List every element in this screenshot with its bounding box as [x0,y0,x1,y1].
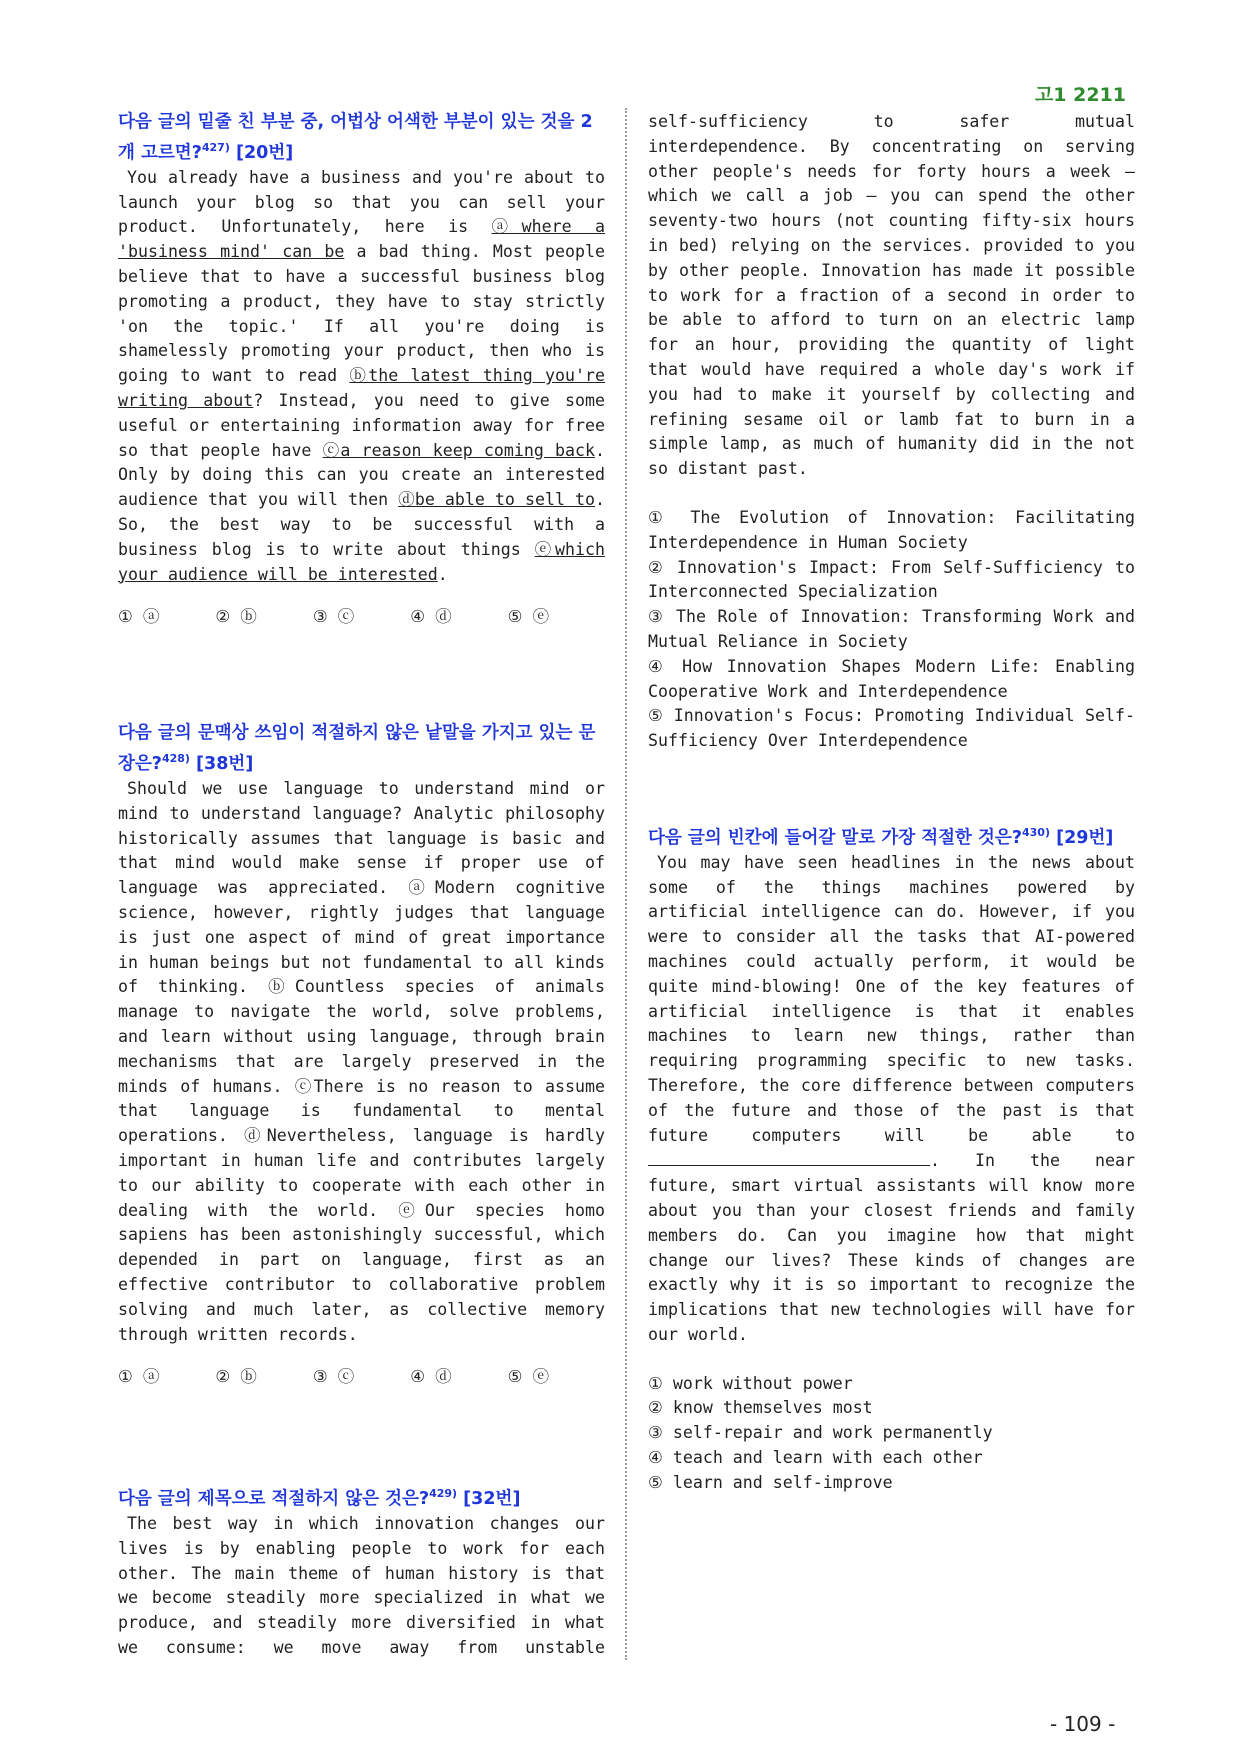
passage-text: . Only by doing this can you create an interested audience that you will then [118,440,605,510]
underlined-c: ⓒa reason keep coming back [322,440,595,460]
answer-blank [648,1148,930,1166]
option-1[interactable]: ① work without power [648,1373,853,1393]
question-427 [118,110,605,630]
question-passage [118,1512,605,1661]
heading-text: 다음 글의 빈칸에 들어갈 말로 가장 적절한 것은? [648,827,1022,848]
option-1[interactable]: ① The Evolution of Innovation: Facilitating Interdependence in Human Society [648,507,1135,552]
question-passage [118,166,605,588]
passage-text: Should we use language to understand mind or mind to understand language? Analytic philosophy historically assumes that language is basic and that mind would make sense if proper use of language was appreciated. ⓐModern cognitive science, however, rightly judges that language is just one aspect of mind of great importance in human beings but not fundamental to all kinds of thinking. ⓑCountless species of animals manage to navigate the world, solve problems, and learn without using language, through brain mechanisms that are largely preserved in the minds of humans. ⓒThere is no reason to assume that language is fundamental to mental operations. ⓓNevertheless, language is hardly important in human life and contributes largely to our ability to cooperate with each other in dealing with the world. ⓔOur species homo sapiens has been astonishingly successful, which depended in part on language, first as an effective contributor to collaborative problem solving and much later, as collective memory through written records. [118,779,605,1344]
question-tag: [32번] [457,1488,521,1509]
underlined-a: ⓐwhere a 'business mind' can be [118,217,605,262]
question-430 [648,820,1135,1496]
right-column [648,110,1135,1496]
answer-options [648,506,1135,754]
heading-text: 다음 글의 밑줄 친 부분 중, 어법상 어색한 부분이 있는 것을 2개 고르면? [118,112,593,163]
passage-text: . So, the best way to be successful with a business blog is to write about things [118,490,605,559]
heading-text: 다음 글의 제목으로 적절하지 않은 것은? [118,1488,430,1509]
option-2[interactable]: ② know themselves most [648,1398,873,1418]
footnote-number: 430) [1022,825,1050,839]
passage-text: . In the near future, smart virtual assistants will know more about you than your closest friends and family members do. Can you imagine how that might change our lives? These kinds of changes are exactly why it is so important to recognize the implications that new technologies will have for our world. [648,1151,1135,1344]
answer-options [118,1365,605,1390]
option-5[interactable]: ⑤ ⓔ [507,607,550,627]
passage-text: ? Instead, you need to give some useful or entertaining information away for free so that people have [118,391,605,460]
passage-text: self-sufficiency to safer mutual interdependence. By concentrating on serving other people's needs for forty hours a week — which we call a job — you can spend the other seventy-two hours (not counting fifty-six hours in bed) relying on the services. provided to you by other people. Innovation has made it possible to work for a fraction of a second in order to be able to afford to turn on an electric lamp for an hour, providing the quantity of light that would have required a whole day's work if you had to make it yourself by collecting and refining sesame oil or lamb fat to burn in a simple lamp, as much of humanity did in the not so distant past. [648,112,1135,479]
footnote-number: 429) [429,1487,458,1501]
underlined-d: ⓓbe able to sell to [398,490,595,510]
question-429-continued [648,110,1135,754]
question-passage [118,777,605,1347]
option-2[interactable]: ② Innovation's Impact: From Self-Sufficiency to Interconnected Specialization [648,557,1135,602]
passage-text: You already have a business and you're about to launch your blog so that you can sell your product. Unfortunately, here is [118,167,605,237]
question-429 [118,1481,605,1661]
passage-text: a bad thing. Most people believe that to have a successful business blog promoting a product, they have to stay strictly 'on the topic.' If all you're doing is shamelessly promoting your product, then who is going to want to read [118,242,605,386]
left-column [118,110,605,1661]
underlined-e: ⓔwhich your audience will be interested [118,539,606,584]
question-heading [118,110,605,166]
underlined-b: ⓑthe latest thing you're writing about [118,366,605,410]
question-heading [118,1481,605,1512]
option-4[interactable]: ④ How Innovation Shapes Modern Life: Enabling Cooperative Work and Interdependence [648,656,1135,701]
option-1[interactable]: ① ⓐ [118,1367,160,1387]
option-4[interactable]: ④ teach and learn with each other [648,1448,983,1468]
option-3[interactable]: ③ The Role of Innovation: Transforming Work and Mutual Reliance in Society [648,607,1135,651]
page-number: - 109 - [1050,1712,1116,1736]
question-heading [118,721,605,777]
question-tag: [29번] [1050,827,1114,848]
column-divider [625,108,627,1660]
option-4[interactable]: ④ ⓓ [410,607,452,627]
question-passage [648,110,1135,482]
answer-options [118,605,605,630]
footnote-number: 428) [161,752,190,766]
passage-text: . [437,564,448,584]
question-heading [648,820,1135,851]
option-5[interactable]: ⑤ ⓔ [507,1367,550,1387]
question-428 [118,721,605,1390]
option-2[interactable]: ② ⓑ [215,1367,257,1387]
heading-text: 다음 글의 문맥상 쓰임이 적절하지 않은 낱말을 가지고 있는 문장은? [118,723,596,774]
option-5[interactable]: ⑤ learn and self-improve [648,1472,893,1492]
passage-text: The best way in which innovation changes our lives is by enabling people to work for each other. The main theme of human history is that we become steadily more specialized in what we produce, and steadily more diversified in what we consume: we move away from unstable [118,1513,605,1657]
option-2[interactable]: ② ⓑ [215,607,257,627]
answer-options [648,1372,1135,1496]
option-5[interactable]: ⑤ Innovation's Focus: Promoting Individual Self-Sufficiency Over Interdependence [648,706,1135,751]
question-tag: [38번] [189,754,254,774]
question-passage [648,851,1135,1348]
option-3[interactable]: ③ ⓒ [312,607,355,627]
option-3[interactable]: ③ ⓒ [312,1367,355,1387]
grade-label: 고1 2211 [1034,84,1126,106]
option-4[interactable]: ④ ⓓ [410,1367,452,1387]
footnote-number: 427) [201,141,230,154]
question-tag: [20번] [229,142,294,163]
passage-text: You may have seen headlines in the news about some of the things machines powered by artificial intelligence can do. However, if you were to consider all the tasks that AI-powered machines could actually perform, it would be quite mind-blowing! One of the key features of artificial intelligence is that it enables machines to learn new things, rather than requiring programming specific to new tasks. Therefore, the core difference between computers of the future and those of the past is that future computers will be able to [648,852,1135,1145]
option-1[interactable]: ① ⓐ [118,607,160,627]
option-3[interactable]: ③ self-repair and work permanently [648,1423,993,1443]
